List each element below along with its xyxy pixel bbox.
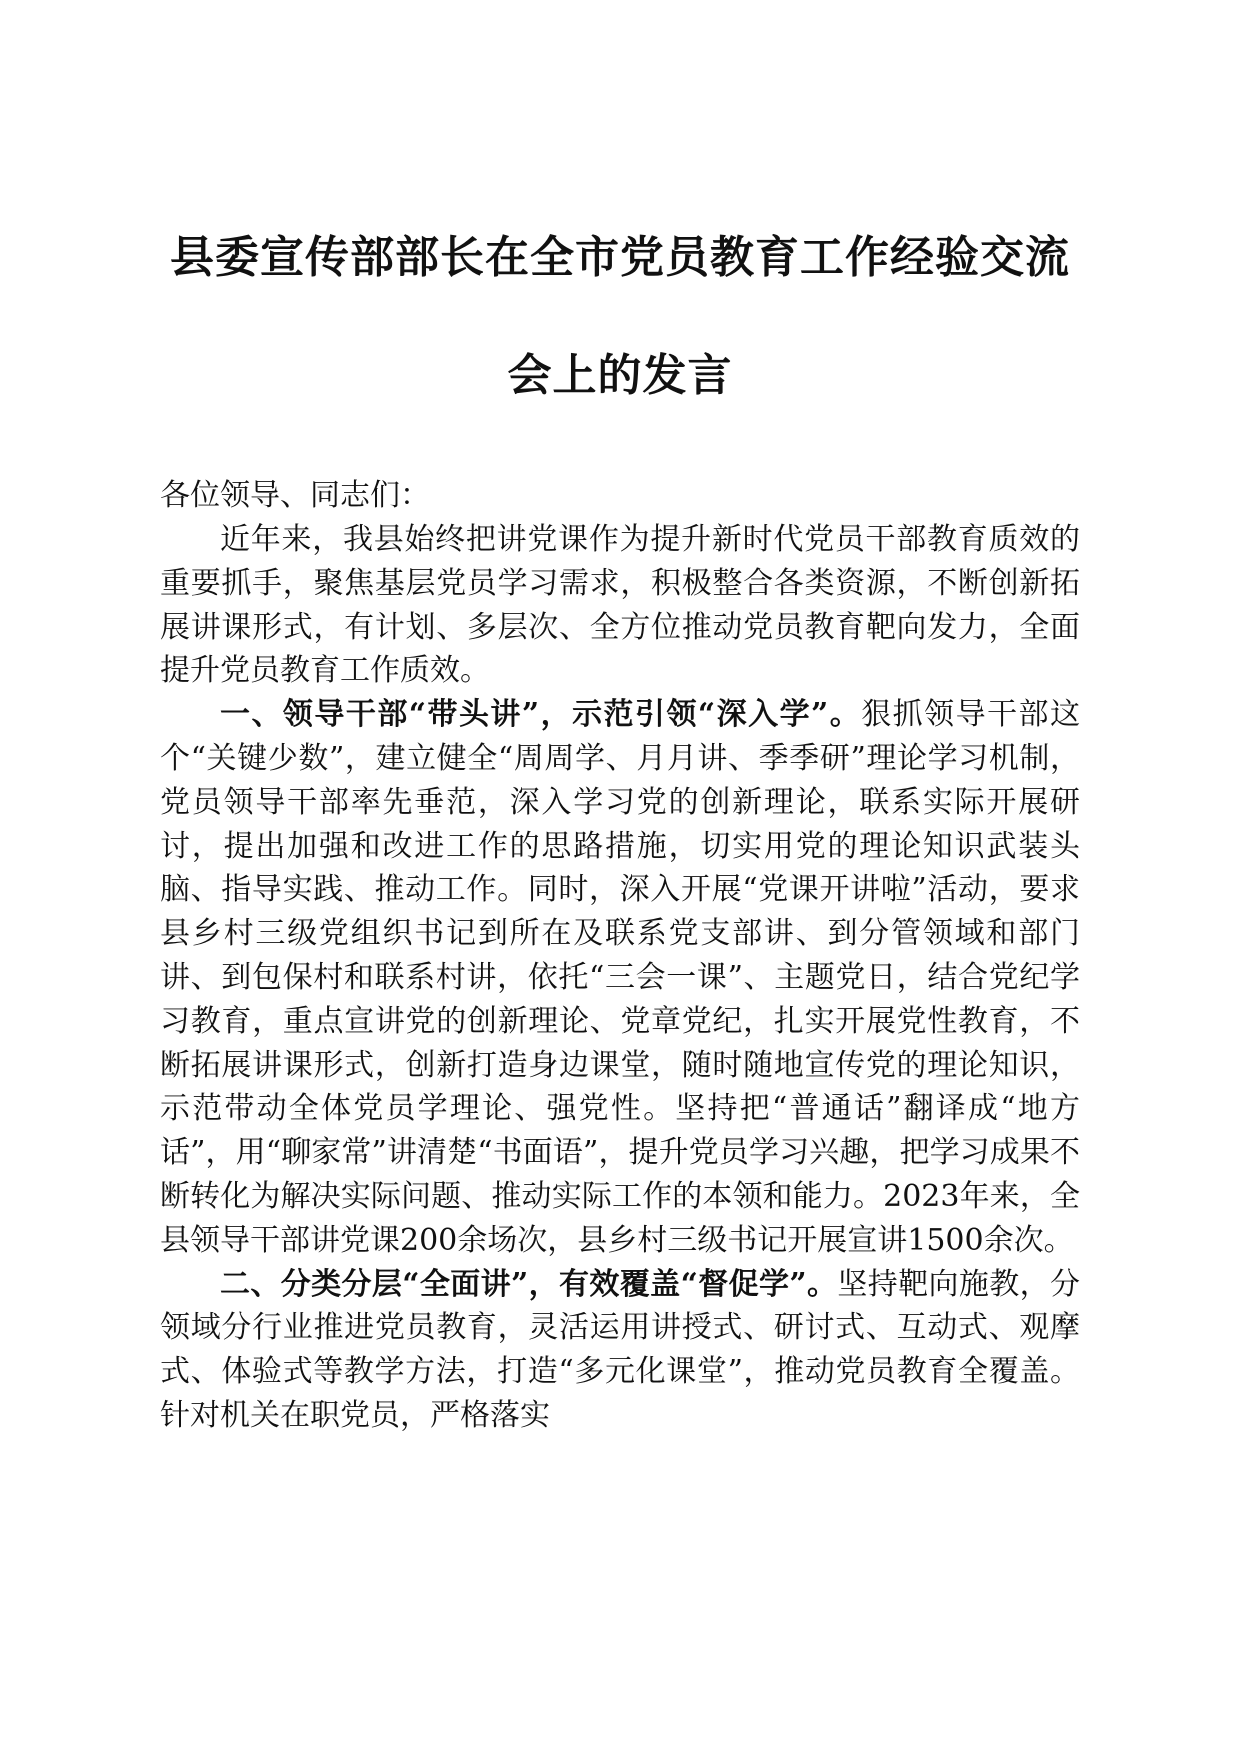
document-body xyxy=(160,474,1080,1438)
paragraph-section-2 xyxy=(160,1263,1080,1438)
document-title-line-2: 会上的发言 xyxy=(507,350,733,401)
paragraph-text: 近年来，我县始终把讲党课作为提升新时代党员干部教育质效的重要抓手，聚焦基层党员学习需求，积极整合各类资源，不断创新拓展讲课形式，有计划、多层次、全方位推动党员教育靶向发力，全面提升党员教育工作质效。 xyxy=(160,522,1080,689)
section-heading: 二、分类分层“全面讲”，有效覆盖“督促学”。 xyxy=(220,1266,838,1302)
paragraph-text: 坚持靶向施教，分领域分行业推进党员教育，灵活运用讲授式、研讨式、互动式、观摩式、体验式等教学方法，打造“多元化课堂”，推动党员教育全覆盖。针对机关在职党员，严格落实 xyxy=(160,1266,1080,1433)
paragraph-section-1 xyxy=(160,693,1080,1262)
salutation: 各位领导、同志们： xyxy=(160,478,430,513)
paragraph-intro xyxy=(160,518,1080,693)
section-heading: 一、领导干部“带头讲”，示范引领“深入学”。 xyxy=(220,697,862,733)
paragraph-text: 狠抓领导干部这个“关键少数”，建立健全“周周学、月月讲、季季研”理论学习机制，党员领导干部率先垂范，深入学习党的创新理论，联系实际开展研讨，提出加强和改进工作的思路措施，切实用党的理论知识武装头脑、指导实践、推动工作。同时，深入开展“党课开讲啦”活动，要求县乡村三级党组织书记到所在及联系党支部讲、到分管领域和部门讲、到包保村和联系村讲，依托“三会一课”、主题党日，结合党纪学习教育，重点宣讲党的创新理论、党章党纪，扎实开展党性教育，不断拓展讲课形式，创新打造身边课堂，随时随地宣传党的理论知识，示范带动全体党员学理论、强党性。坚持把“普通话”翻译成“地方话”，用“聊家常”讲清楚“书面语”，提升党员学习兴趣，把学习成果不断转化为解决实际问题、推动实际工作的本领和能力。2023年来，全县领导干部讲党课200余场次，县乡村三级书记开展宣讲1500余次。 xyxy=(160,697,1080,1258)
document-title-line-1: 县委宣传部部长在全市党员教育工作经验交流 xyxy=(170,232,1070,283)
